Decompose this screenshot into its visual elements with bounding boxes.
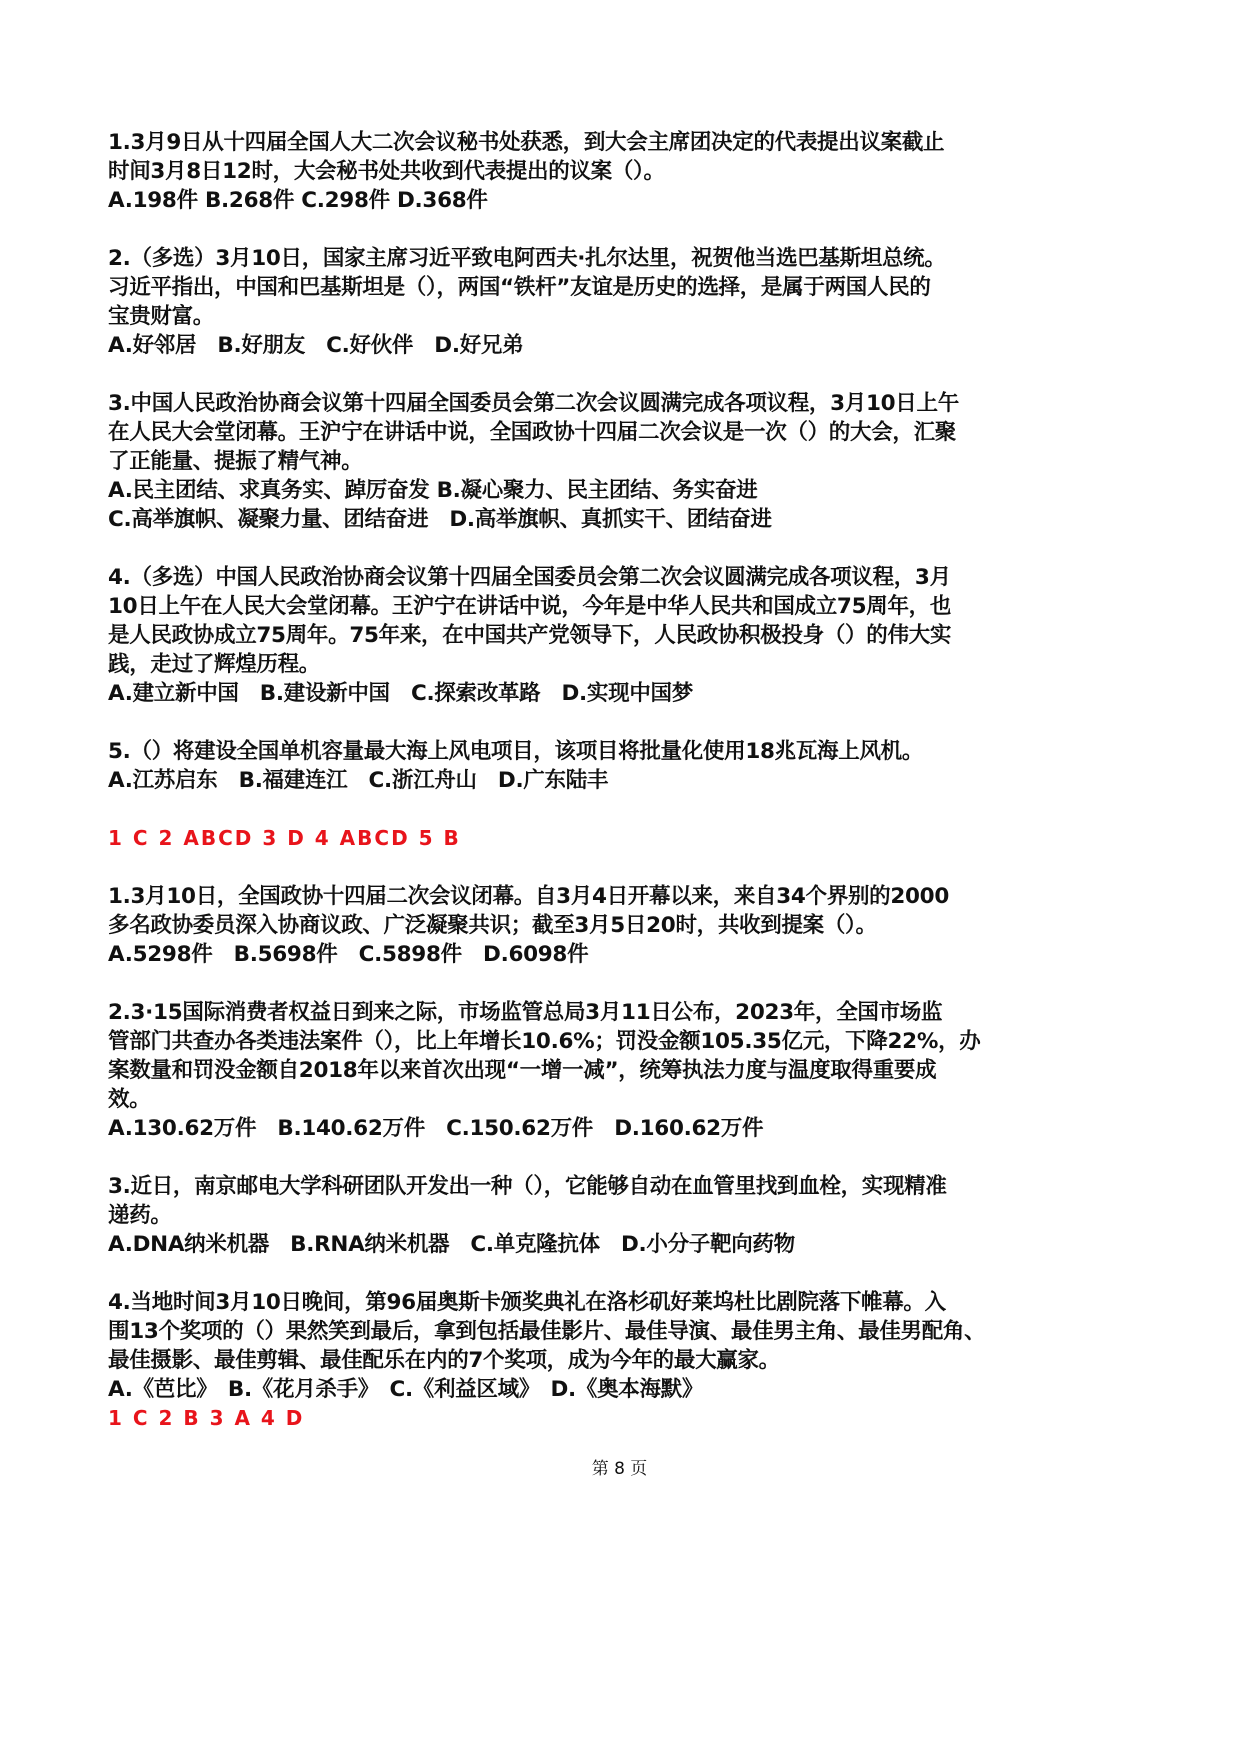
question-text-line: 是人民政协成立75周年。75年来，在中国共产党领导下，人民政协积极投身（）的伟大实	[108, 623, 952, 648]
page-number: 第 8 页	[591, 1459, 648, 1479]
question-text-line: 10日上午在人民大会堂闭幕。王沪宁在讲话中说，今年是中华人民共和国成立75周年，也	[108, 594, 952, 619]
question-text-line: 4.当地时间3月10日晚间，第96届奥斯卡颁奖典礼在洛杉矶好莱坞杜比剧院落下帷幕。入	[108, 1290, 946, 1315]
question-text-line: 3.中国人民政治协商会议第十四届全国委员会第二次会议圆满完成各项议程，3月10日上午	[108, 391, 959, 416]
answer-key: 1 C 2 B 3 A 4 D	[108, 1406, 305, 1430]
spacer	[108, 1259, 1008, 1288]
question-text-line: 案数量和罚没金额自2018年以来首次出现“一增一减”，统筹执法力度与温度取得重要成	[108, 1058, 937, 1083]
question-text-line: 1.3月9日从十四届全国人大二次会议秘书处获悉，到大会主席团决定的代表提出议案截止	[108, 130, 945, 155]
question-text-line: 递药。	[108, 1203, 172, 1228]
question-options: A.民主团结、求真务实、踔厉奋发 B.凝心聚力、民主团结、务实奋进	[108, 478, 758, 503]
spacer	[108, 360, 1008, 389]
question-text-line: 在人民大会堂闭幕。王沪宁在讲话中说，全国政协十四届二次会议是一次（）的大会，汇聚	[108, 420, 957, 445]
question-text-line: 效。	[108, 1087, 151, 1112]
question-options: A.建立新中国 B.建设新中国 C.探索改革路 D.实现中国梦	[108, 681, 693, 706]
question-text-line: 了正能量、提振了精气神。	[108, 449, 363, 474]
question-text-line: 5.（）将建设全国单机容量最大海上风电项目，该项目将批量化使用18兆瓦海上风机。	[108, 739, 924, 764]
spacer	[108, 969, 1008, 998]
question-text-line: 多名政协委员深入协商议政、广泛凝聚共识；截至3月5日20时，共收到提案（）。	[108, 913, 877, 938]
question-text-line: 3.近日，南京邮电大学科研团队开发出一种（），它能够自动在血管里找到血栓，实现精准	[108, 1174, 947, 1199]
question-text-line: 宝贵财富。	[108, 304, 215, 329]
spacer	[108, 795, 1008, 824]
question-options: A.130.62万件 B.140.62万件 C.150.62万件 D.160.62万件	[108, 1116, 764, 1141]
question-text-line: 围13个奖项的（）果然笑到最后，拿到包括最佳影片、最佳导演、最佳男主角、最佳男配角、	[108, 1319, 986, 1344]
spacer	[108, 853, 1008, 882]
document-body	[108, 128, 1008, 1433]
question-options: A.好邻居 B.好朋友 C.好伙伴 D.好兄弟	[108, 333, 524, 358]
question-options: A.江苏启东 B.福建连江 C.浙江舟山 D.广东陆丰	[108, 768, 609, 793]
question-text-line: 2.（多选）3月10日，国家主席习近平致电阿西夫·扎尔达里，祝贺他当选巴基斯坦总统。	[108, 246, 946, 271]
question-text-line: 最佳摄影、最佳剪辑、最佳配乐在内的7个奖项，成为今年的最大赢家。	[108, 1348, 780, 1373]
question-text-line: 管部门共查办各类违法案件（），比上年增长10.6%；罚没金额105.35亿元，下降22%，办	[108, 1029, 981, 1054]
question-text-line: 1.3月10日，全国政协十四届二次会议闭幕。自3月4日开幕以来，来自34个界别的2000	[108, 884, 949, 909]
question-text-line: 2.3·15国际消费者权益日到来之际，市场监管总局3月11日公布，2023年，全国市场监	[108, 1000, 943, 1025]
question-options: A.198件 B.268件 C.298件 D.368件	[108, 188, 488, 213]
answer-key: 1 C 2 ABCD 3 D 4 ABCD 5 B	[108, 826, 461, 850]
question-text-line: 习近平指出，中国和巴基斯坦是（），两国“铁杆”友谊是历史的选择，是属于两国人民的	[108, 275, 931, 300]
spacer	[108, 1143, 1008, 1172]
question-text-line: 4.（多选）中国人民政治协商会议第十四届全国委员会第二次会议圆满完成各项议程，3月	[108, 565, 951, 590]
question-options: A.《芭比》 B.《花月杀手》 C.《利益区域》 D.《奥本海默》	[108, 1377, 704, 1402]
question-options: A.5298件 B.5698件 C.5898件 D.6098件	[108, 942, 589, 967]
spacer	[108, 708, 1008, 737]
spacer	[108, 534, 1008, 563]
question-text-line: 时间3月8日12时，大会秘书处共收到代表提出的议案（）。	[108, 159, 665, 184]
spacer	[108, 215, 1008, 244]
question-options: A.DNA纳米机器 B.RNA纳米机器 C.单克隆抗体 D.小分子靶向药物	[108, 1232, 795, 1257]
question-text-line: 践，走过了辉煌历程。	[108, 652, 321, 677]
question-options: C.高举旗帜、凝聚力量、团结奋进 D.高举旗帜、真抓实干、团结奋进	[108, 507, 772, 532]
